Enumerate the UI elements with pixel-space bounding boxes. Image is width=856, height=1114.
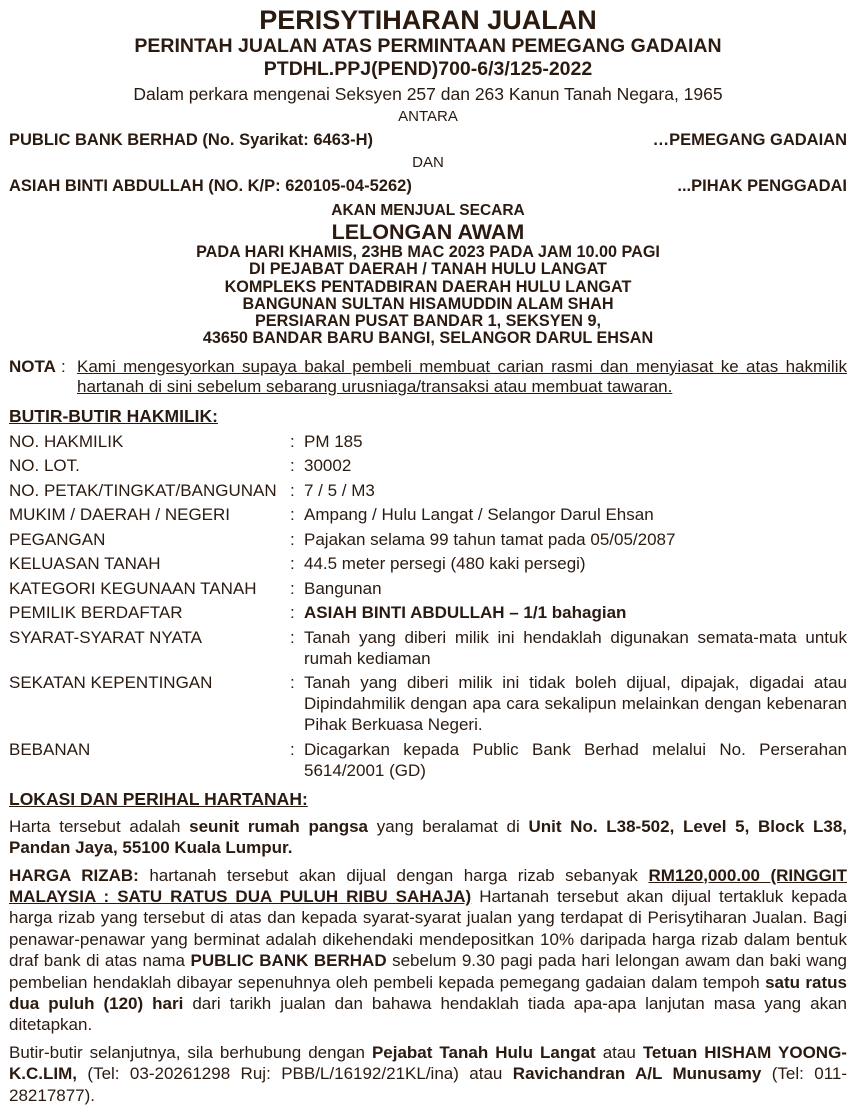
- detail-value: Dicagarkan kepada Public Bank Berhad melalui No. Perserahan 5614/2001 (GD): [304, 739, 847, 780]
- venue-line: KOMPLEKS PENTADBIRAN DAERAH HULU LANGAT: [224, 277, 632, 296]
- detail-row: [9, 504, 847, 525]
- detail-label: NO. HAKMILIK: [9, 431, 124, 451]
- detail-label: KATEGORI KEGUNAAN TANAH: [9, 578, 257, 598]
- detail-value: Pajakan selama 99 tahun tamat pada 05/05/2087: [304, 529, 676, 549]
- title-details-table: [9, 431, 847, 781]
- detail-row: [9, 431, 847, 452]
- venue-line: PERSIARAN PUSAT BANDAR 1, SEKSYEN 9,: [255, 312, 601, 331]
- will-sell-line: AKAN MENJUAL SECARA: [331, 202, 525, 219]
- detail-colon: :: [290, 456, 295, 476]
- section-heading-title-details: BUTIR-BUTIR HAKMILIK:: [9, 405, 218, 426]
- detail-value: Tanah yang diberi milik ini hendaklah digunakan semata-mata untuk rumah kediaman: [304, 627, 847, 668]
- detail-row: [9, 578, 847, 599]
- detail-row: [9, 553, 847, 574]
- detail-value: PM 185: [304, 431, 363, 451]
- detail-row: [9, 480, 847, 501]
- statute-line: Dalam perkara mengenai Seksyen 257 dan 263 Kanun Tanah Negara, 1965: [133, 84, 723, 104]
- nota-label: NOTA: [9, 356, 56, 376]
- detail-colon: :: [290, 578, 295, 598]
- address-paragraph: Harta tersebut adalah seunit rumah pangsa yang beralamat di Unit No. L38-502, Level 5, Block L38, Pandan Jaya, 55100 Kuala Lumpur.: [9, 816, 847, 858]
- auction-datetime-line: PADA HARI KHAMIS, 23HB MAC 2023 PADA JAM 10.00 PAGI: [196, 243, 660, 261]
- chargor-row: [9, 176, 847, 196]
- detail-label: KELUASAN TANAH: [9, 554, 161, 574]
- nota-text: Kami mengesyorkan supaya bakal pembeli membuat carian rasmi dan menyiasat ke atas hakmilik hartanah di sini sebelum sebarang urusniaga/transaksi atau membuat tawaran.: [77, 356, 847, 397]
- venue-line: BANGUNAN SULTAN HISAMUDDIN ALAM SHAH: [242, 294, 614, 313]
- mortgagee-name: PUBLIC BANK BERHAD (No. Syarikat: 6463-H): [9, 131, 373, 149]
- detail-colon: :: [290, 505, 295, 525]
- detail-row: [9, 739, 847, 781]
- section-heading-location: LOKASI DAN PERIHAL HARTANAH:: [9, 788, 308, 809]
- detail-row: [9, 627, 847, 669]
- detail-row: [9, 672, 847, 735]
- detail-label: SEKATAN KEPENTINGAN: [9, 673, 213, 693]
- chargor-role: ...PIHAK PENGGADAI: [677, 177, 847, 195]
- detail-value: 7 / 5 / M3: [304, 480, 375, 500]
- detail-value: Ampang / Hulu Langat / Selangor Darul Ehsan: [304, 505, 654, 525]
- detail-label: MUKIM / DAERAH / NEGERI: [9, 505, 231, 525]
- detail-label: BEBANAN: [9, 739, 91, 759]
- mortgagee-role: …PEMEGANG GADAIAN: [652, 131, 847, 149]
- sale-method: LELONGAN AWAM: [331, 220, 525, 244]
- detail-label: NO. LOT.: [9, 456, 80, 476]
- detail-value: 30002: [304, 456, 352, 476]
- and-label: DAN: [412, 154, 444, 171]
- detail-colon: :: [290, 627, 295, 647]
- detail-row: [9, 455, 847, 476]
- doc-subtitle: PERINTAH JUALAN ATAS PERMINTAAN PEMEGANG GADAIAN: [134, 35, 722, 57]
- detail-colon: :: [290, 739, 295, 759]
- doc-title: PERISYTIHARAN JUALAN: [259, 5, 597, 35]
- reserve-price-paragraph: HARGA RIZAB: hartanah tersebut akan dijual dengan harga rizab sebanyak RM120,000.00 (RINGGIT MALAYSIA : SATU RATUS DUA PULUH RIBU SAHAJA) Hartanah tersebut akan dijual tertakluk kepada harga rizab yang tersebut di atas dan kepada syarat-syarat jualan yang terdapat di Perisytiharan Jualan. Bagi penawar-penawar yang berminat adalah dikehendaki mendepositkan 10% daripada harga rizab dalam bentuk draf bank di atas nama PUBLIC BANK BERHAD sebelum 9.30 pagi pada hari lelongan awam dan baki wang pembelian hendaklah dibayar sepenuhnya oleh pembeli kepada pemegang gadaian dalam tempoh satu ratus dua puluh (120) hari dari tarikh jualan dan bahawa hendaklah tiada apa-apa lanjutan masa yang akan ditetapkan.: [9, 865, 847, 1035]
- detail-label: PEMILIK BERDAFTAR: [9, 603, 183, 623]
- venue-line: DI PEJABAT DAERAH / TANAH HULU LANGAT: [249, 260, 607, 279]
- detail-colon: :: [290, 554, 295, 574]
- detail-value: 44.5 meter persegi (480 kaki persegi): [304, 554, 586, 574]
- venue-line: 43650 BANDAR BARU BANGI, SELANGOR DARUL EHSAN: [202, 329, 654, 348]
- detail-colon: :: [290, 529, 295, 549]
- detail-value: Bangunan: [304, 578, 382, 598]
- detail-label: SYARAT-SYARAT NYATA: [9, 627, 203, 647]
- nota-separator: :: [61, 356, 66, 376]
- detail-label: NO. PETAK/TINGKAT/BANGUNAN: [9, 480, 277, 500]
- detail-row: [9, 529, 847, 550]
- detail-label: PEGANGAN: [9, 529, 106, 549]
- chargor-name: ASIAH BINTI ABDULLAH (NO. K/P: 620105-04-5262): [9, 177, 412, 195]
- detail-colon: :: [290, 603, 295, 623]
- detail-row: [9, 602, 847, 623]
- mortgagee-row: [9, 130, 847, 150]
- detail-value: ASIAH BINTI ABDULLAH – 1/1 bahagian: [304, 603, 627, 623]
- nota-block: [9, 357, 847, 398]
- detail-value: Tanah yang diberi milik ini tidak boleh dijual, dipajak, digadai atau Dipindahmilik dengan apa cara sekalipun melainkan dengan kebenaran Pihak Berkuasa Negeri.: [304, 673, 847, 735]
- case-number: PTDHL.PPJ(PEND)700-6/3/125-2022: [263, 58, 593, 80]
- auction-venue-block: [9, 244, 847, 348]
- detail-colon: :: [290, 431, 295, 451]
- contact-paragraph: Butir-butir selanjutnya, sila berhubung dengan Pejabat Tanah Hulu Langat atau Tetuan HISHAM YOONG-K.C.LIM, (Tel: 03-20261298 Ruj: PBB/L/16192/21KL/ina) atau Ravichandran A/L Munusamy (Tel: 011-28217877).: [9, 1042, 847, 1105]
- detail-colon: :: [290, 673, 295, 693]
- between-label: ANTARA: [398, 108, 458, 125]
- detail-colon: :: [290, 480, 295, 500]
